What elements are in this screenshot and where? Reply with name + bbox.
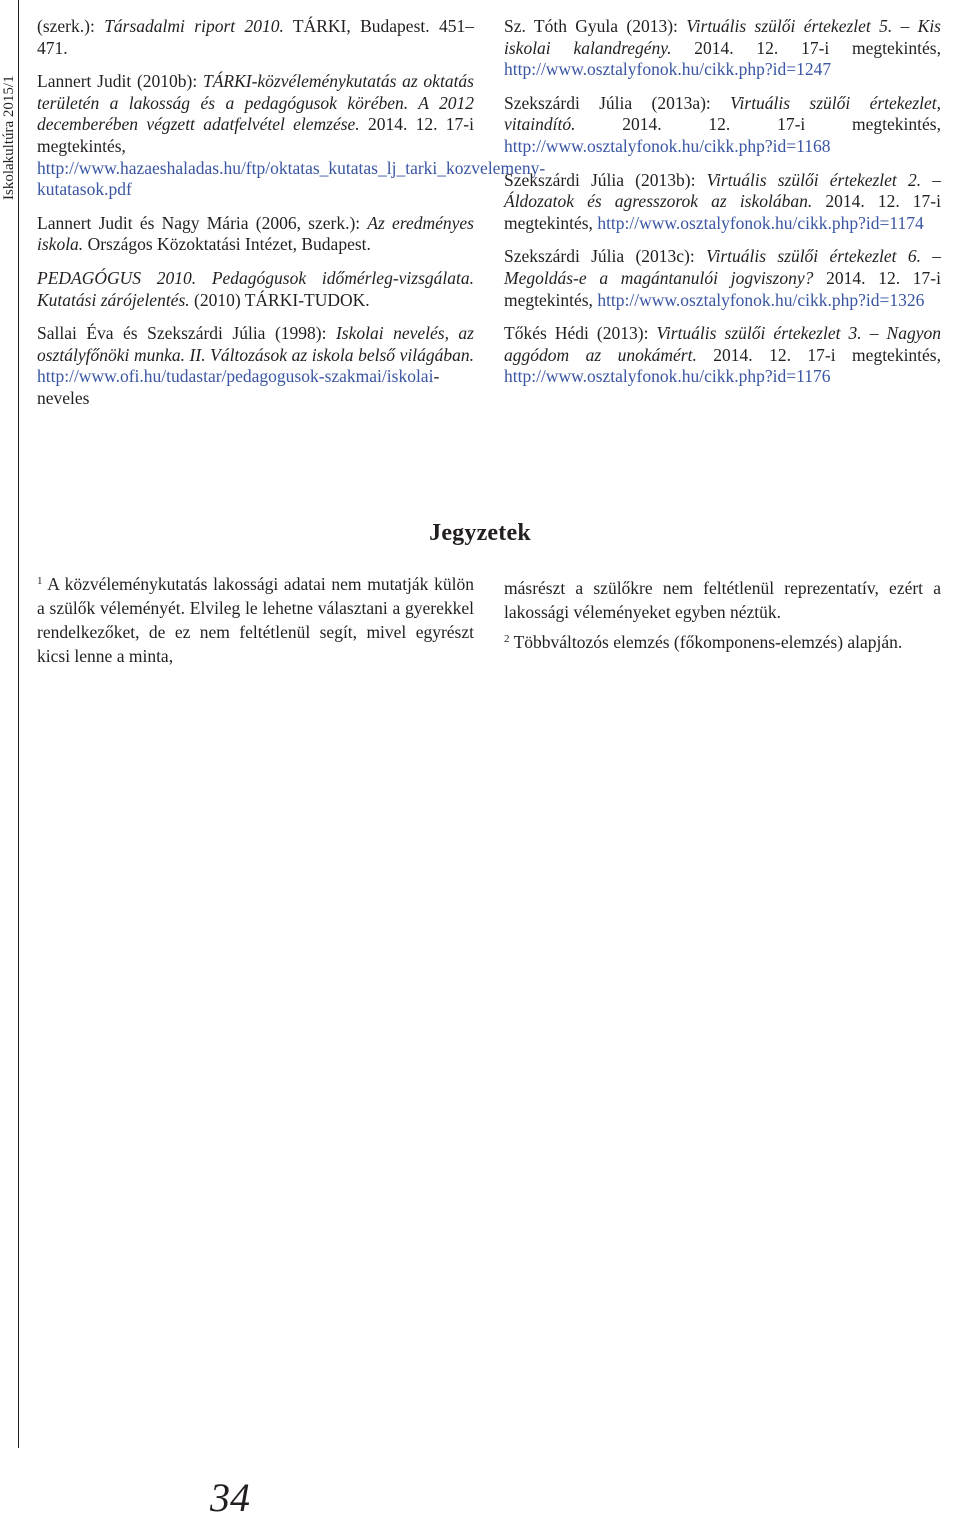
reference-link[interactable]: http://www.osztalyfonok.hu/cikk.php?id=1168 [504,135,831,156]
reference-item: Sz. Tóth Gyula (2013): Virtuális szülői értekezlet 5. – Kis iskolai kalandregény. 2014. 12. 17-i megtekintés, http://www.osztalyfonok.hu/cikk.php?id=1247 [504,16,941,80]
reference-item: Szekszárdi Júlia (2013b): Virtuális szülői értekezlet 2. – Áldozatok és agresszorok az iskolában. 2014. 12. 17-i megtekintés, http://www.osztalyfonok.hu/cikk.php?id=1174 [504,169,941,233]
reference-item: Sallai Éva és Szekszárdi Júlia (1998): Iskolai nevelés, az osztályfőnöki munka. II. Változások az iskola belső világában. http://www.ofi.hu/tudastar/pedagogusok-szakmai/iskolai-neveles [37,323,474,408]
footnotes-right-column [504,576,941,660]
reference-item: Szekszárdi Júlia (2013a): Virtuális szülői értekezlet, vitaindító. 2014. 12. 17-i megtekintés, http://www.osztalyfonok.hu/cikk.php?id=1168 [504,92,941,156]
journal-side-tab [0,0,19,1448]
reference-link[interactable]: http://www.hazaeshaladas.hu/ftp/oktatas_kutatas_lj_tarki_kozvelemeny-kutatasok.pdf [37,157,546,200]
references-left-column [37,16,546,422]
reference-link[interactable]: http://www.osztalyfonok.hu/cikk.php?id=1247 [504,59,832,80]
reference-item: PEDAGÓGUS 2010. Pedagógusok időmérleg-vizsgálata. Kutatási zárójelentés. (2010) TÁRKI-TUDOK. [37,267,474,310]
footnote-2: $^2$ Többváltozós elemzés (főkomponens-elemzés) alapján. [504,632,903,652]
footnote-number: 2 [504,633,510,645]
reference-item: (szerk.): Társadalmi riport 2010. TÁRKI, Budapest. 451–471. [37,16,474,58]
reference-item: Lannert Judit és Nagy Mária (2006, szerk.): Az eredményes iskola. Országos Közoktatási Intézet, Budapest. [37,212,474,255]
footnote-number: 1 [37,575,43,587]
page-number: 34 [210,1475,250,1520]
notes-heading: Jegyzetek [429,520,531,546]
reference-link[interactable]: http://www.osztalyfonok.hu/cikk.php?id=1174 [597,212,924,233]
reference-link[interactable]: http://www.ofi.hu/tudastar/pedagogusok-szakmai/iskolai [37,366,434,387]
footnote-1: $^1$ A közvéleménykutatás lakossági adatai nem mutatják külön a szülők véleményét. Elvileg le lehetne választani a gyerekkel rendelkezőket, de ez nem feltétlenül segít, mivel egyrészt kicsi lenne a minta, [37,574,474,666]
reference-item: Tőkés Hédi (2013): Virtuális szülői értekezlet 3. – Nagyon aggódom az unokámért. 2014. 12. 17-i megtekintés, http://www.osztalyfonok.hu/cikk.php?id=1176 [504,323,941,387]
reference-item: Szekszárdi Júlia (2013c): Virtuális szülői értekezlet 6. – Megoldás-e a magántanulói jogviszony? 2014. 12. 17-i megtekintés, http://www.osztalyfonok.hu/cikk.php?id=1326 [504,246,941,310]
reference-link[interactable]: http://www.osztalyfonok.hu/cikk.php?id=1326 [597,289,925,310]
references-right-column [504,16,941,400]
footnotes-left-column [37,572,474,674]
reference-item: Lannert Judit (2010b): TÁRKI-közvéleménykutatás az oktatás területén a lakosság és a pedagógusok körében. A 2012 decemberében végzett adatfelvétel elemzése. 2014. 12. 17-i megtekintés, http://www.hazaeshaladas.hu/ftp/oktatas_kutatas_lj_tarki_kozvelemeny-kutatasok.pdf [37,71,546,200]
journal-name: Iskolakultúra 2015/1 [1,75,17,200]
reference-link[interactable]: http://www.osztalyfonok.hu/cikk.php?id=1176 [504,366,831,387]
footnote-1-continued: másrészt a szülőkre nem feltétlenül reprezentatív, ezért a lakossági véleményeket egyben néztük. [504,578,941,622]
